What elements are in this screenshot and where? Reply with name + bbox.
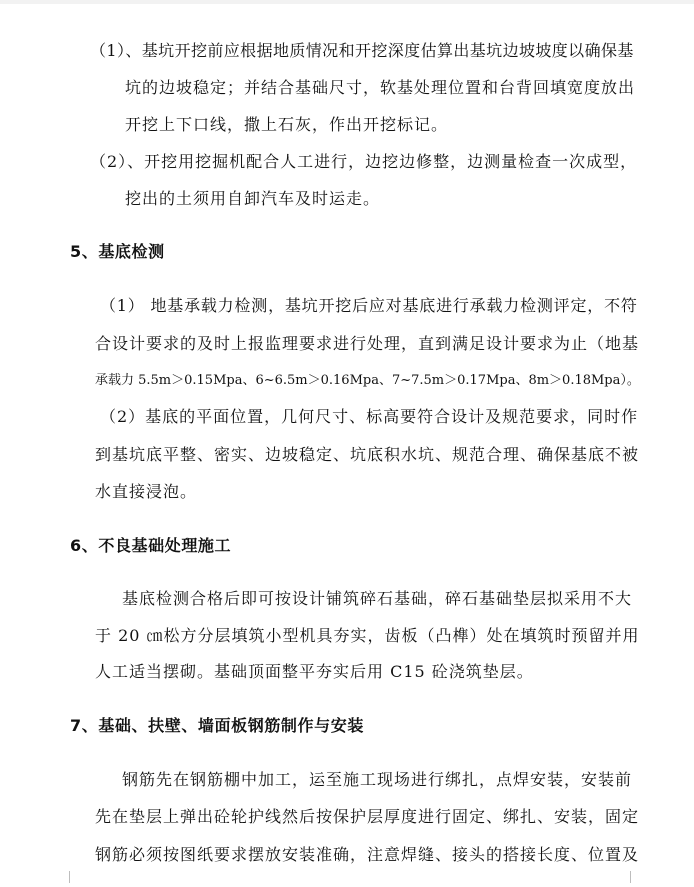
paragraph-line: 钢筋先在钢筋棚中加工，运至施工现场进行绑扎，点焊安装，安装前 <box>122 770 633 789</box>
paragraph-line: （2）基底的平面位置，几何尺寸、标高要符合设计及规范要求，同时作 <box>100 407 639 426</box>
section-heading: 7、基础、扶壁、墙面板钢筋制作与安装 <box>70 716 364 735</box>
paragraph-line: 先在垫层上弹出砼轮护线然后按保护层厚度进行固定、绑扎、安装，固定 <box>95 807 640 826</box>
paragraph-line: 钢筋必须按图纸要求摆放安装准确，注意焊缝、接头的搭接长度、位置及 <box>95 845 640 864</box>
paragraph-line: （1）、基坑开挖前应根据地质情况和开挖深度估算出基坑边坡坡度以确保基 <box>90 41 634 60</box>
paragraph-line: 承载力 5.5m＞0.15Mpa、6~6.5m＞0.16Mpa、7~7.5m＞0.17Mpa、8m＞0.18Mpa）。 <box>95 373 640 388</box>
page-top-edge <box>0 0 694 4</box>
paragraph-line: 坑的边坡稳定；并结合基础尺寸，软基处理位置和台背回填宽度放出 <box>125 78 636 97</box>
paragraph-line: 于 20 ㎝松方分层填筑小型机具夯实，齿板（凸榫）处在填筑时预留并用 <box>95 626 640 645</box>
section-heading: 5、基底检测 <box>70 242 165 261</box>
paragraph-line: （2）、开挖用挖掘机配合人工进行，边挖边修整，边测量检查一次成型， <box>90 152 638 171</box>
paragraph-line: 挖出的土须用自卸汽车及时运走。 <box>125 189 381 208</box>
section-heading: 6、不良基础处理施工 <box>70 536 232 555</box>
paragraph-line: （1） 地基承载力检测，基坑开挖后应对基底进行承载力检测评定，不符 <box>100 296 638 315</box>
paragraph-line: 合设计要求的及时上报监理要求进行处理，直到满足设计要求为止（地基 <box>95 334 640 353</box>
paragraph-line: 到基坑底平整、密实、边坡稳定、坑底积水坑、规范合理、确保基底不被 <box>95 445 640 464</box>
paragraph-line: 人工适当摆砌。基础顶面整平夯实后用 C15 砼浇筑垫层。 <box>95 662 534 681</box>
paragraph-line: 基底检测合格后即可按设计铺筑碎石基础，碎石基础垫层拟采用不大 <box>122 589 633 608</box>
crop-mark-left <box>57 871 70 883</box>
paragraph-line: 水直接浸泡。 <box>95 482 198 501</box>
paragraph-line: 开挖上下口线，撒上石灰，作出开挖标记。 <box>125 115 449 134</box>
crop-mark-right <box>630 871 643 883</box>
